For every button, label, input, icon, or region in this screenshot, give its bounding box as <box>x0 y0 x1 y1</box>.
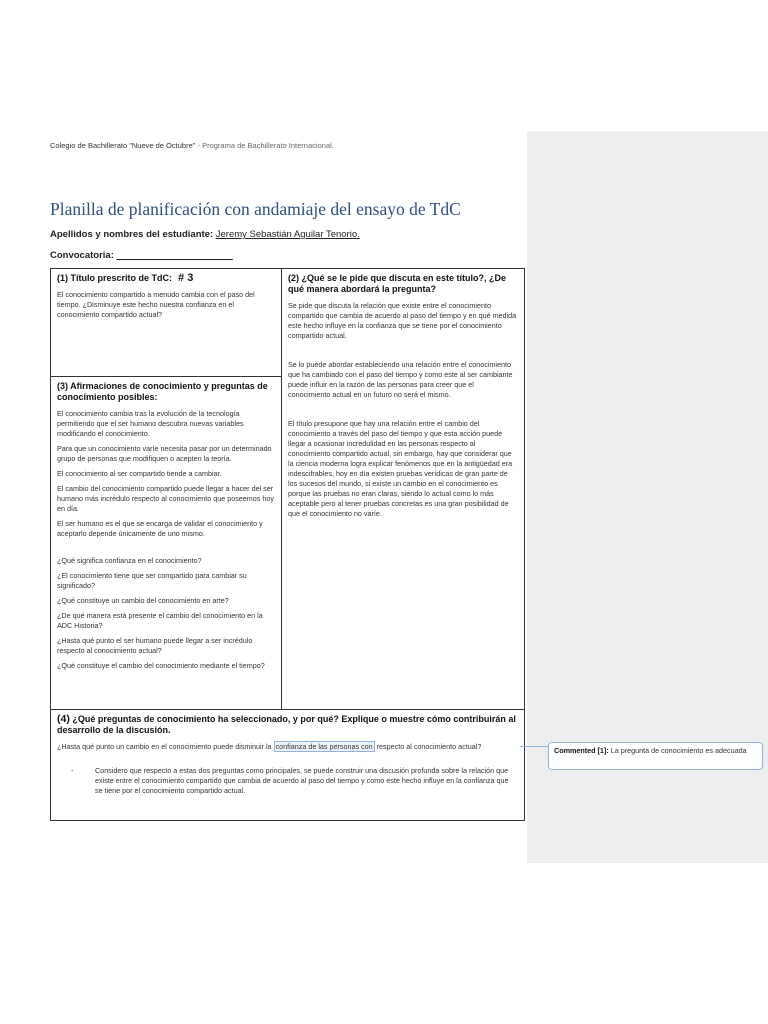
comment-text: La pregunta de conocimiento es adecuada <box>608 746 747 755</box>
section-4-title: ¿Qué preguntas de conocimiento ha seleccionado, y por qué? Explique o muestre cómo contribuirán al desarrollo de la discusión. <box>57 714 516 735</box>
knowledge-question: ¿Hasta qué punto el ser humano puede llegar a ser incrédulo respecto al conocimiento actual? <box>57 636 253 655</box>
prescribed-title-number: # 3 <box>178 272 194 284</box>
section-1-title: (1) Título prescrito de TdC: <box>57 273 173 283</box>
program-name: - Programa de Bachillerato Internacional. <box>195 141 334 150</box>
planning-table <box>50 268 525 821</box>
convocatoria-field: Convocatoria: _ _ _ _ _ _ _ _ _ _ _ _ _ _ _ <box>50 250 233 261</box>
comment-balloon[interactable] <box>548 742 763 770</box>
prescribed-title-text: El conocimiento compartido a menudo cambia con el paso del tiempo. ¿Disminuye este hecho nuestra confianza en el conocimiento compartido actual? <box>57 290 255 319</box>
section-2-paragraph: El título presupone que hay una relación entre el cambio del conocimiento a través del paso del tiempo y que esta acción puede llegar a ocasionar incredulidad en las personas respecto al conocimiento compartido actual, sin embargo, hay que considerar que la ciencia moderna logra explicar fenómenos que en la antigüedad era indescifrables, hoy en día existen pruebas verídicas de gran parte de los sucesos del mundo, si existe un cambio en el conocimiento es porque las pruebas no eran claras, siendo lo actual como lo más aceptable pero al tener pruebas concretas es una gran posibilidad de que el conocimiento no varíe. <box>288 419 513 518</box>
section-2-cell[interactable] <box>282 269 524 709</box>
knowledge-claim: El cambio del conocimiento compartido puede llegar a hacer del ser humano más incrédulo respecto al conocimiento que poseemos hoy en día. <box>57 484 274 513</box>
student-name[interactable]: Jeremy Sebastián Aguilar Tenorio. <box>215 229 360 240</box>
knowledge-claim: Para que un conocimiento varíe necesita pasar por un determinado grupo de personas que modifiquen o acepten la teoría. <box>57 444 272 463</box>
justification-bullet <box>57 766 518 801</box>
convocatoria-label: Convocatoria <box>50 250 111 261</box>
knowledge-claim: El conocimiento cambia tras la evolución de la tecnología permitiendo que el ser humano descubra nuevas variables modificando el conocimiento. <box>57 409 244 438</box>
document-header <box>50 141 334 150</box>
knowledge-question: ¿De qué manera está presente el cambio del conocimiento en la ADC Historia? <box>57 611 263 630</box>
section-1-heading <box>57 273 275 284</box>
document-title: Planilla de planificación con andamiaje del ensayo de TdC <box>50 199 461 219</box>
knowledge-question: ¿El conocimiento tiene que ser compartido para cambiar su significado? <box>57 571 247 590</box>
comment-author: Commented [1]: <box>554 746 609 755</box>
section-4-cell[interactable] <box>51 709 524 820</box>
student-field: Apellidos y nombres del estudiante: Jeremy Sebastián Aguilar Tenorio. <box>50 229 360 240</box>
justification-text: Considero que respecto a estas dos preguntas como principales, se puede construir una discusión profunda sobre la relación que existe entre el conocimiento compartido que cambia de acuerdo al paso del tiempo y como este hecho influye en la confianza que se tiene por el conocimiento compartido actual. <box>95 766 509 795</box>
selected-question-end: respecto al conocimiento actual? <box>374 742 482 751</box>
selected-question-start: ¿Hasta qué punto un cambio en el conocimiento puede disminuir la <box>57 742 274 751</box>
student-label: Apellidos y nombres del estudiante <box>50 229 210 240</box>
section-4-number: (4) <box>57 713 70 725</box>
section-2-heading: (2) ¿Qué se le pide que discuta en este título?, ¿De qué manera abordará la pregunta? <box>288 273 507 294</box>
knowledge-question: ¿Qué significa confianza en el conocimiento? <box>57 556 202 565</box>
bullet-dash: - <box>71 766 74 775</box>
section-2-paragraph: Se pide que discuta la relación que existe entre el conocimiento compartido que cambia de acuerdo al paso del tiempo y en qué medida este hecho influye en la confianza que se tiene por el conocimiento compartido actual. <box>288 301 517 340</box>
section-3-cell[interactable] <box>51 377 282 709</box>
knowledge-claim: El ser humano es el que se encarga de validar el conocimiento y aceptarlo depende únicamente de uno mismo. <box>57 519 263 538</box>
comment-connector <box>520 746 549 747</box>
knowledge-question: ¿Qué constituye el cambio del conocimiento mediante el tiempo? <box>57 661 265 670</box>
convocatoria-value[interactable]: _ _ _ _ _ _ _ _ _ _ _ _ _ _ _ <box>116 250 233 261</box>
section-4-heading <box>57 714 518 736</box>
selected-question <box>57 742 518 752</box>
knowledge-question: ¿Qué constituye un cambio del conocimiento en arte? <box>57 596 229 605</box>
school-name: Colegio de Bachillerato "Nueve de Octubre" <box>50 141 196 150</box>
commented-text[interactable]: confianza de las personas con <box>275 742 373 751</box>
knowledge-claim: El conocimiento al ser compartido tiende a cambiar. <box>57 469 222 478</box>
section-3-heading: (3) Afirmaciones de conocimiento y preguntas de conocimiento posibles: <box>57 381 268 402</box>
section-1-cell[interactable] <box>51 269 282 377</box>
section-2-paragraph: Se lo puede abordar estableciendo una relación entre el conocimiento que ha cambiado con el paso del tiempo y como este al ser cambiante puede influir en la razón de las personas para creer que el conocimiento actual en un futuro no será el mismo. <box>288 360 513 399</box>
